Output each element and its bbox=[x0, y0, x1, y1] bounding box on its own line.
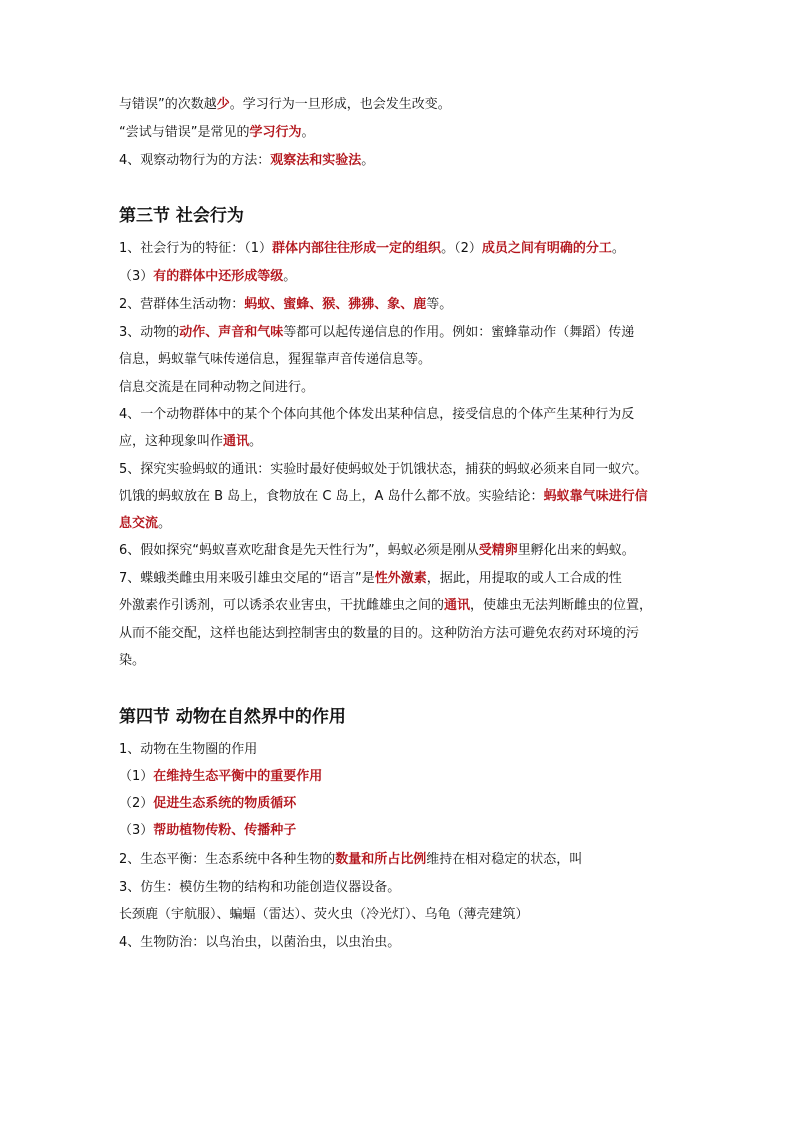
text-segment: ，使雄虫无法判断雌虫的位置， bbox=[470, 598, 653, 613]
section3-line bbox=[119, 625, 679, 642]
text-segment: “尝试与错误”是常见的 bbox=[119, 125, 250, 140]
text-segment: 。（2） bbox=[441, 241, 482, 256]
section4-line bbox=[119, 906, 679, 923]
text-segment: 维持在相对稳定的状态，叫 bbox=[426, 852, 583, 867]
text-segment: 4、生物防治：以鸟治虫，以菌治虫，以虫治虫。 bbox=[119, 935, 401, 950]
section4-line bbox=[119, 768, 679, 785]
text-segment: 6、假如探究“蚂蚁喜欢吃甜食是先天性行为”，蚂蚁必须是刚从 bbox=[119, 543, 479, 558]
section4-line bbox=[119, 934, 679, 951]
text-segment: 从而不能交配，这样也能达到控制害虫的数量的目的。这种防治方法可避免农药对环境的污 bbox=[119, 626, 640, 641]
highlighted-text: 受精卵 bbox=[478, 543, 518, 558]
section3-line bbox=[119, 652, 679, 669]
section3-line bbox=[119, 570, 679, 587]
section3-heading: 第三节 社会行为 bbox=[119, 206, 244, 226]
section4-line bbox=[119, 741, 679, 758]
section3-line bbox=[119, 406, 679, 423]
section4-line bbox=[119, 822, 679, 839]
text-segment: 4、一个动物群体中的某个个体向其他个体发出某种信息，接受信息的个体产生某种行为反 bbox=[119, 407, 635, 422]
text-segment: 7、蝶蛾类雌虫用来吸引雄虫交尾的“语言”是 bbox=[119, 571, 375, 586]
text-segment: （3） bbox=[119, 823, 154, 838]
text-segment: ，据此，用提取的或人工合成的性 bbox=[426, 571, 622, 586]
text-segment: 染。 bbox=[119, 653, 146, 668]
highlighted-text: 在维持生态平衡中的重要作用 bbox=[153, 769, 323, 784]
text-segment: 外激素作引诱剂，可以诱杀农业害虫，干扰雌雄虫之间的 bbox=[119, 598, 445, 613]
text-segment: 长颈鹿（宇航服）、蝙蝠（雷达）、荧火虫（冷光灯）、乌龟（薄壳建筑） bbox=[119, 907, 529, 922]
section4-line bbox=[119, 879, 679, 896]
section3-line bbox=[119, 379, 679, 396]
text-segment: 1、动物在生物圈的作用 bbox=[119, 742, 258, 757]
highlighted-text: 蚂蚁靠气味进行信 bbox=[543, 489, 648, 504]
section3-line bbox=[119, 324, 679, 341]
section3-line bbox=[119, 351, 679, 368]
text-segment: 。 bbox=[611, 241, 625, 256]
highlighted-text: 观察法和实验法 bbox=[270, 153, 362, 168]
intro-line-3 bbox=[119, 152, 679, 169]
text-segment: 。 bbox=[249, 434, 263, 449]
highlighted-text: 性外激素 bbox=[374, 571, 427, 586]
section4-line bbox=[119, 795, 679, 812]
section3-line bbox=[119, 597, 679, 614]
highlighted-text: 少 bbox=[216, 97, 230, 112]
text-segment: 5、探究实验蚂蚁的通讯：实验时最好使蚂蚁处于饥饿状态，捕获的蚂蚁必须来自同一蚁穴。 bbox=[119, 462, 648, 477]
text-segment: （1） bbox=[119, 769, 154, 784]
highlighted-text: 数量和所占比例 bbox=[335, 852, 427, 867]
section4-line bbox=[119, 851, 679, 868]
text-segment: 信息，蚂蚁靠气味传递信息，猩猩靠声音传递信息等。 bbox=[119, 352, 432, 367]
section3-line bbox=[119, 488, 679, 505]
text-segment: （3） bbox=[119, 269, 154, 284]
text-segment: 饥饿的蚂蚁放在 B 岛上，食物放在 C 岛上，A 岛什么都不放。实验结论： bbox=[119, 489, 544, 504]
text-segment: 4、观察动物行为的方法： bbox=[119, 153, 271, 168]
text-segment: 2、生态平衡：生态系统中各种生物的 bbox=[119, 852, 336, 867]
text-segment: 1、社会行为的特征：（1） bbox=[119, 241, 273, 256]
highlighted-text: 帮助植物传粉、传播种子 bbox=[153, 823, 297, 838]
section3-line bbox=[119, 542, 679, 559]
highlighted-text: 促进生态系统的物质循环 bbox=[153, 796, 297, 811]
highlighted-text: 息交流 bbox=[119, 516, 159, 531]
section3-line bbox=[119, 433, 679, 450]
highlighted-text: 成员之间有明确的分工 bbox=[481, 241, 612, 256]
section3-line bbox=[119, 515, 679, 532]
highlighted-text: 动作、声音和气味 bbox=[179, 325, 284, 340]
highlighted-text: 群体内部往往形成一定的组织 bbox=[272, 241, 442, 256]
text-segment: 等。 bbox=[426, 297, 453, 312]
text-segment: 。 bbox=[283, 269, 297, 284]
text-segment: 。学习行为一旦形成，也会发生改变。 bbox=[229, 97, 451, 112]
text-segment: 里孵化出来的蚂蚁。 bbox=[517, 543, 635, 558]
highlighted-text: 有的群体中还形成等级 bbox=[153, 269, 284, 284]
intro-line-2 bbox=[119, 124, 679, 141]
text-segment: 3、仿生：模仿生物的结构和功能创造仪器设备。 bbox=[119, 880, 401, 895]
highlighted-text: 蚂蚁、蜜蜂、猴、狒狒、象、鹿 bbox=[244, 297, 427, 312]
text-segment: 信息交流是在同种动物之间进行。 bbox=[119, 380, 315, 395]
section3-line bbox=[119, 461, 679, 478]
highlighted-text: 通讯 bbox=[223, 434, 250, 449]
text-segment: 与错误”的次数越 bbox=[119, 97, 217, 112]
text-segment: 等都可以起传递信息的作用。例如：蜜蜂靠动作（舞蹈）传递 bbox=[283, 325, 635, 340]
section3-line bbox=[119, 268, 679, 285]
text-segment: 2、营群体生活动物： bbox=[119, 297, 245, 312]
highlighted-text: 学习行为 bbox=[249, 125, 302, 140]
text-segment: 3、动物的 bbox=[119, 325, 180, 340]
highlighted-text: 通讯 bbox=[444, 598, 471, 613]
text-segment: （2） bbox=[119, 796, 154, 811]
section4-heading: 第四节 动物在自然界中的作用 bbox=[119, 707, 346, 727]
text-segment: 。 bbox=[301, 125, 315, 140]
text-segment: 。 bbox=[361, 153, 375, 168]
intro-line-1 bbox=[119, 96, 679, 113]
text-segment: 应，这种现象叫作 bbox=[119, 434, 224, 449]
text-segment: 。 bbox=[158, 516, 172, 531]
section3-line bbox=[119, 296, 679, 313]
section3-line bbox=[119, 240, 679, 257]
